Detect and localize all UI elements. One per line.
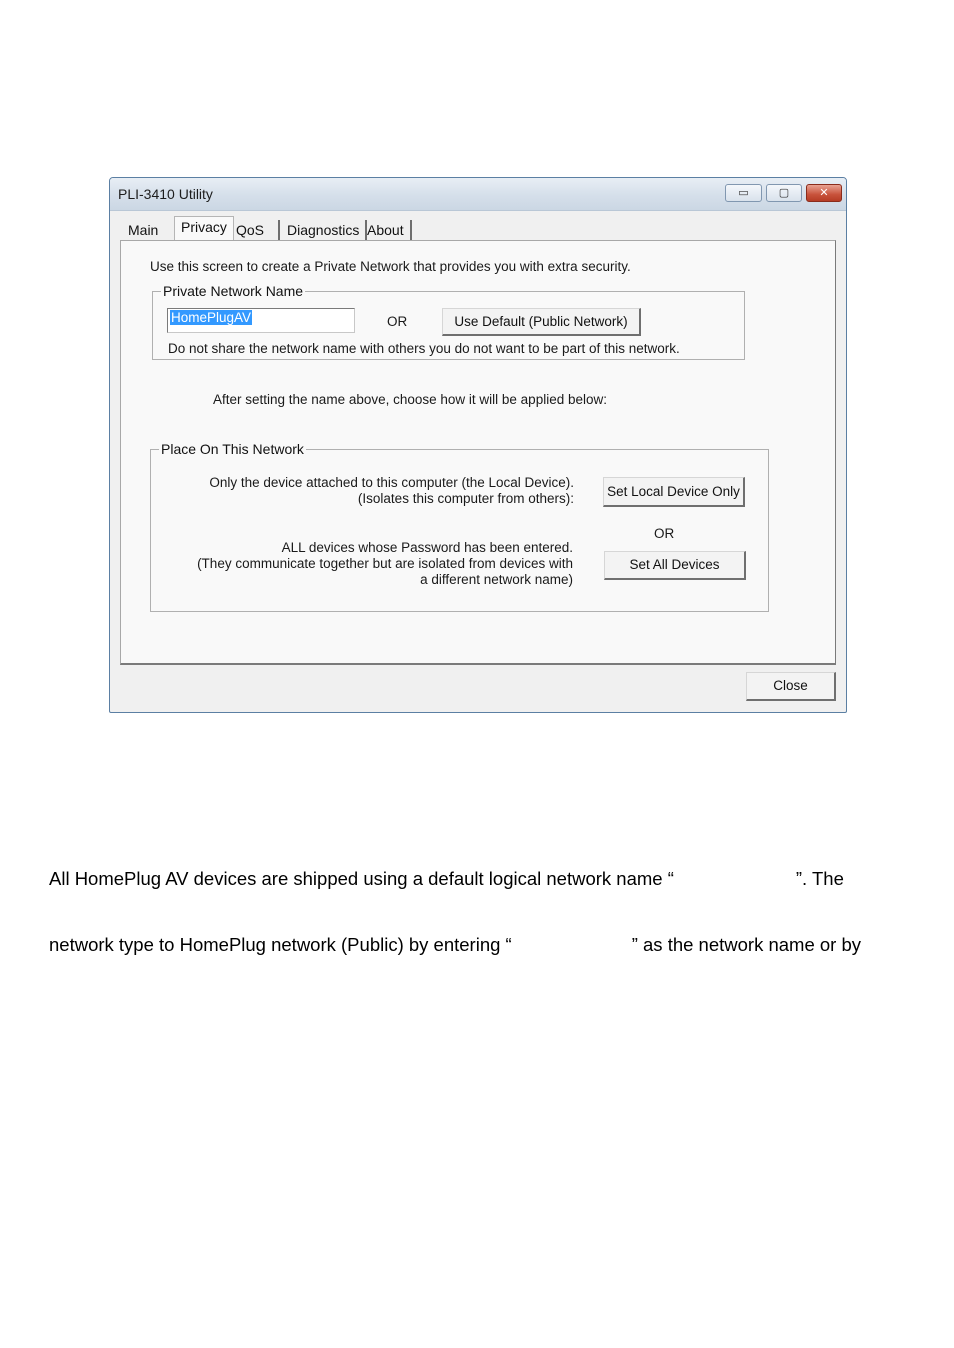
utility-window <box>109 177 847 713</box>
tab-qos[interactable]: QoS <box>230 220 280 240</box>
private-network-legend: Private Network Name <box>163 283 304 299</box>
maximize-button[interactable] <box>766 184 802 202</box>
set-local-device-button[interactable]: Set Local Device Only <box>603 477 745 507</box>
intro-text: Use this screen to create a Private Network that provides you with extra security. <box>150 259 631 274</box>
place-on-network-group <box>150 441 769 612</box>
all-devices-line-3: a different network name) <box>420 572 573 587</box>
close-button[interactable]: Close <box>746 672 836 701</box>
doc-paragraph-line-1 <box>49 868 844 890</box>
tab-about[interactable]: About <box>361 220 412 240</box>
close-icon: ✕ <box>819 187 829 199</box>
all-devices-line-2: (They communicate together but are isolated from devices with <box>197 556 573 571</box>
or-label-2: OR <box>654 526 675 541</box>
minimize-icon: ▭ <box>738 187 749 199</box>
network-warning-text: Do not share the network name with others you do not want to be part of this network. <box>168 341 680 356</box>
close-window-button[interactable] <box>806 184 842 202</box>
window-title: PLI-3410 Utility <box>118 186 213 202</box>
doc-text-1a: All HomePlug AV devices are shipped using a default logical network name “ <box>49 868 674 889</box>
set-all-devices-button[interactable]: Set All Devices <box>604 551 746 580</box>
all-devices-line-1: ALL devices whose Password has been entered. <box>281 540 573 555</box>
network-name-value: HomePlugAV <box>171 310 252 325</box>
use-default-button[interactable]: Use Default (Public Network) <box>442 308 641 336</box>
after-setting-text: After setting the name above, choose how it will be applied below: <box>213 392 607 407</box>
place-legend: Place On This Network <box>161 441 304 457</box>
doc-text-1b: ”. The <box>795 868 844 889</box>
doc-paragraph-line-2 <box>49 934 861 956</box>
doc-text-2b: ” as the network name or by <box>631 934 862 955</box>
local-device-line-1: Only the device attached to this computer (the Local Device). <box>209 475 574 490</box>
maximize-icon: ▢ <box>778 187 790 199</box>
privacy-panel <box>120 240 836 665</box>
private-network-group <box>152 283 745 360</box>
tab-main[interactable]: Main <box>128 222 159 238</box>
local-device-line-2: (Isolates this computer from others): <box>357 491 574 506</box>
tab-diagnostics[interactable]: Diagnostics <box>281 220 367 240</box>
network-name-input[interactable] <box>167 308 355 333</box>
tab-privacy[interactable]: Privacy <box>174 216 234 242</box>
minimize-button[interactable] <box>725 184 762 202</box>
doc-text-2a: network type to HomePlug network (Public) by entering “ <box>49 934 512 955</box>
title-bar[interactable] <box>110 178 846 211</box>
or-label-1: OR <box>387 314 408 329</box>
